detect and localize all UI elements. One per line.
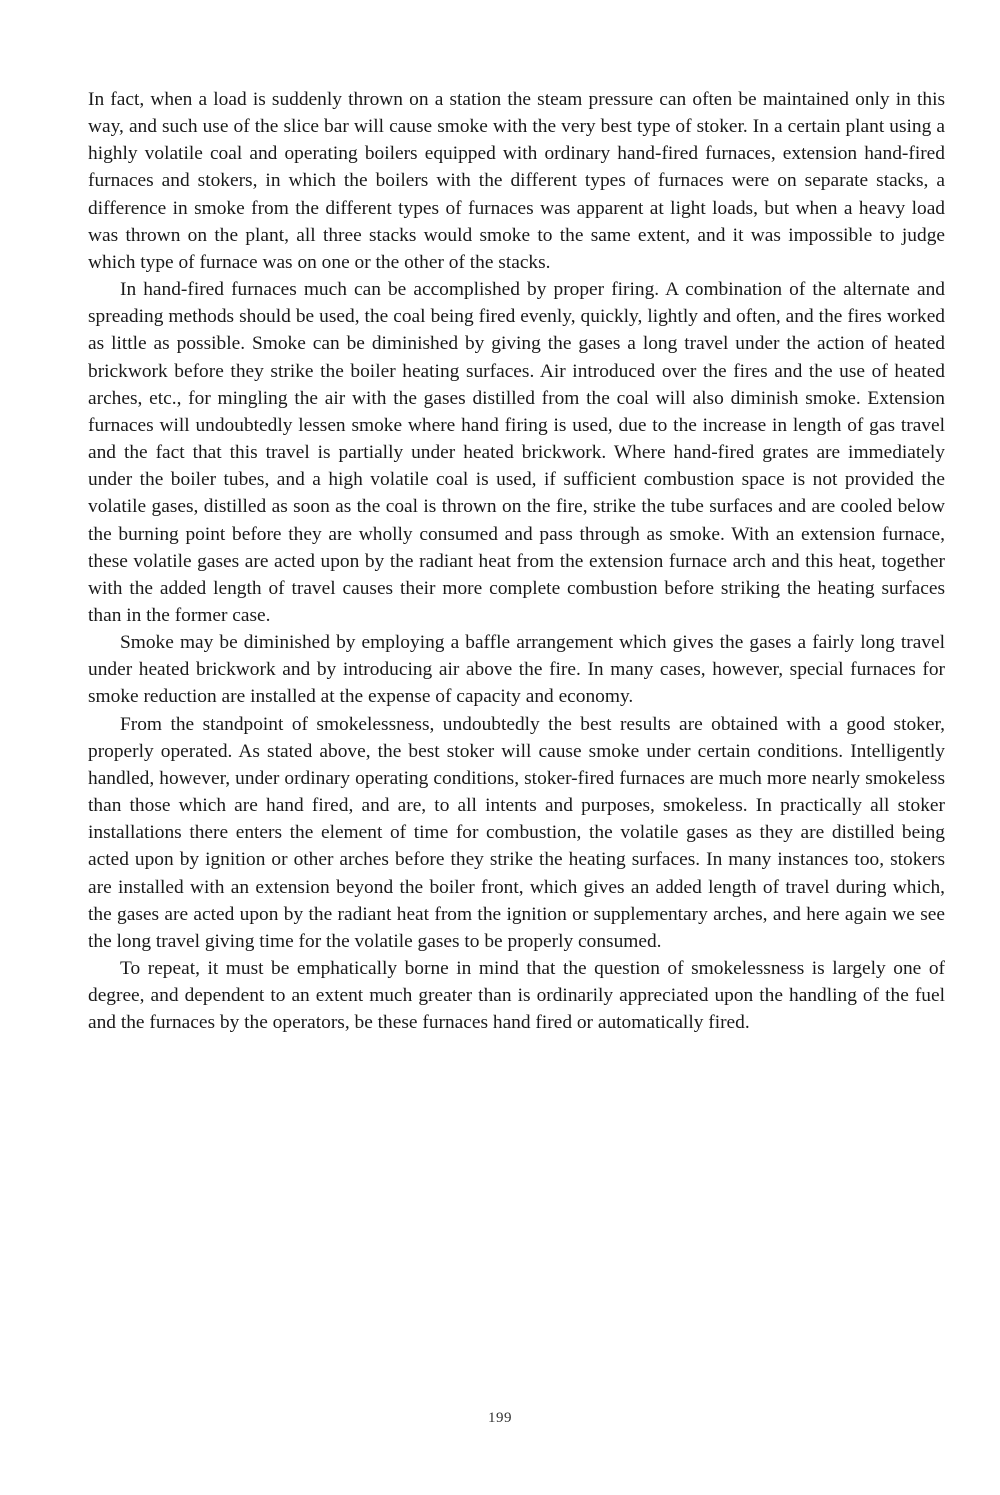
paragraph-3: Smoke may be diminished by employing a baffle arrangement which gives the gases a fairly long travel under heated brickwork and by introducing air above the fire. In many cases, however, special furnaces for smoke reduction are installed at the expense of capacity and economy. <box>88 632 945 708</box>
paragraph-1: In fact, when a load is suddenly thrown on a station the steam pressure can often be maintained only in this way, and such use of the slice bar will cause smoke with the very best type of stoker. In a certain plant using a highly volatile coal and operating boilers equipped with ordinary hand-fired furnaces, extension hand-fired furnaces and stokers, in which the boilers with the different types of furnaces were on separate stacks, a difference in smoke from the different types of furnaces was apparent at light loads, but when a heavy load was thrown on the plant, all three stacks would smoke to the same extent, and it was impossible to judge which type of furnace was on one or the other of the stacks. <box>88 89 945 273</box>
paragraph-4: From the standpoint of smokelessness, undoubtedly the best results are obtained with a good stoker, properly operated. As stated above, the best stoker will cause smoke under certain conditions. Intelligently handled, however, under ordinary operating conditions, stoker-fired furnaces are much more nearly smokeless than those which are hand fired, and are, to all intents and purposes, smokeless. In practically all stoker installations there enters the element of time for combustion, the volatile gases as they are distilled being acted upon by ignition or other arches before they strike the heating surfaces. In many instances too, stokers are installed with an extension beyond the boiler front, which gives an added length of travel during which, the gases are acted upon by the radiant heat from the ignition or supplementary arches, and here again we see the long travel giving time for the volatile gases to be properly consumed. <box>88 713 945 952</box>
paragraph-5: To repeat, it must be emphatically borne in mind that the question of smokelessness is largely one of degree, and dependent to an extent much greater than is ordinarily appreciated upon the handling of the fuel and the furnaces by the operators, be these furnaces hand fired or automatically fired. <box>88 958 945 1034</box>
paragraph-2: In hand-fired furnaces much can be accomplished by proper firing. A combination of the alternate and spreading methods should be used, the coal being fired evenly, quickly, lightly and often, and the fires worked as little as possible. Smoke can be diminished by giving the gases a long travel under the action of heated brickwork before they strike the boiler heating surfaces. Air introduced over the fires and the use of heated arches, etc., for mingling the air with the gases distilled from the coal will also diminish smoke. Extension furnaces will undoubtedly lessen smoke where hand firing is used, due to the increase in length of gas travel and the fact that this travel is partially under heated brickwork. Where hand-fired grates are immediately under the boiler tubes, and a high volatile coal is used, if sufficient combustion space is not provided the volatile gases, distilled as soon as the coal is thrown on the fire, strike the tube surfaces and are cooled below the burning point before they are wholly consumed and pass through as smoke. With an extension furnace, these volatile gases are acted upon by the radiant heat from the extension furnace arch and this heat, together with the added length of travel causes their more complete combustion before striking the heating surfaces than in the former case. <box>88 279 945 626</box>
page-number: 199 <box>488 1410 512 1426</box>
page-body <box>88 86 945 1036</box>
